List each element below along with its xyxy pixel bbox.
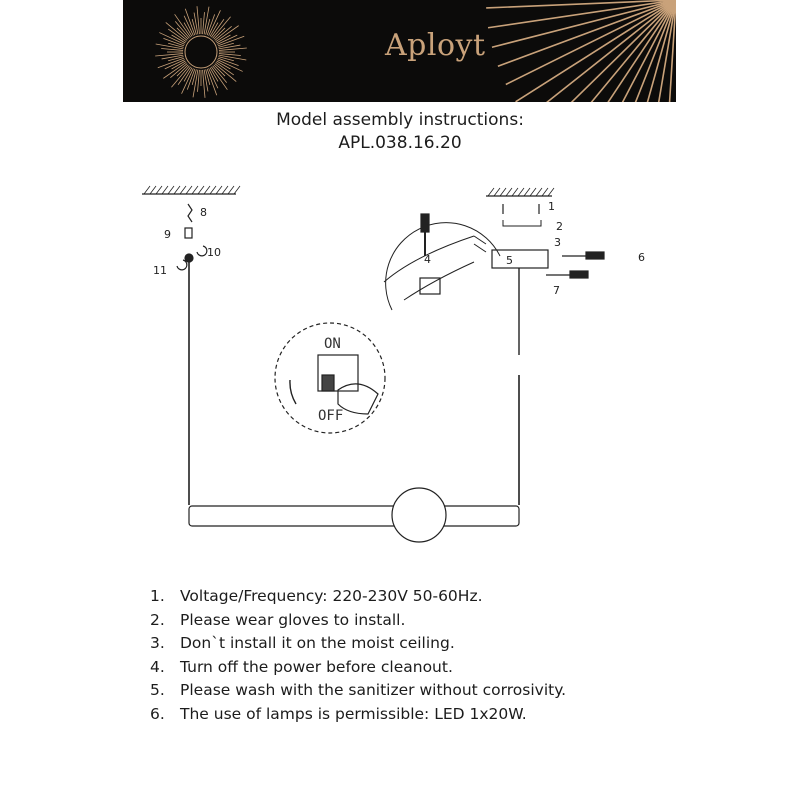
lamp-globe — [392, 488, 446, 542]
list-item: 2. Please wear gloves to install. — [150, 610, 406, 629]
rotate-arrow-icon — [197, 246, 207, 256]
list-item: 1. Voltage/Frequency: 220-230V 50-60Hz. — [150, 587, 483, 605]
model-number: APL.038.16.20 — [338, 133, 462, 153]
callout-5: 5 — [506, 254, 513, 267]
list-item: 6. The use of lamps is permissible: LED 1x20W. — [150, 704, 527, 723]
callout-3: 3 — [554, 236, 561, 249]
callout-6: 6 — [638, 251, 645, 264]
instructions-list — [150, 585, 566, 726]
callout-11: 11 — [153, 264, 167, 277]
callout-9: 9 — [164, 228, 171, 241]
page-title: Model assembly instructions: — [276, 110, 524, 130]
switch-off-label: OFF — [318, 408, 344, 424]
brand-banner — [123, 0, 676, 102]
list-item: 4. Turn off the power before cleanout. — [150, 657, 453, 676]
assembly-diagram — [0, 170, 800, 560]
rotate-arrow-icon — [290, 380, 296, 404]
switch-on-label: ON — [324, 336, 341, 352]
screwdriver-handle-icon — [570, 271, 588, 278]
connector-detail-outline — [386, 223, 500, 310]
left-bead-icon — [185, 254, 193, 262]
left-screw-icon — [188, 204, 192, 222]
driver-box — [492, 250, 548, 268]
callout-2: 2 — [556, 220, 563, 233]
screwdriver-handle-icon — [586, 252, 604, 259]
mounting-bracket — [503, 220, 541, 226]
switch-toggle — [322, 375, 334, 391]
callout-4: 4 — [424, 253, 431, 266]
rotate-arrow-icon — [177, 260, 187, 270]
callout-7: 7 — [553, 284, 560, 297]
lamp-tube — [189, 506, 519, 526]
callout-8: 8 — [200, 206, 207, 219]
list-item: 5. Please wash with the sanitizer without corrosivity. — [150, 681, 567, 699]
list-item: 3. Don`t install it on the moist ceiling. — [150, 634, 455, 652]
left-clamp-icon — [185, 228, 192, 238]
callout-1: 1 — [548, 200, 555, 213]
brand-logo: Aployt — [385, 28, 486, 63]
callout-10: 10 — [207, 246, 221, 259]
